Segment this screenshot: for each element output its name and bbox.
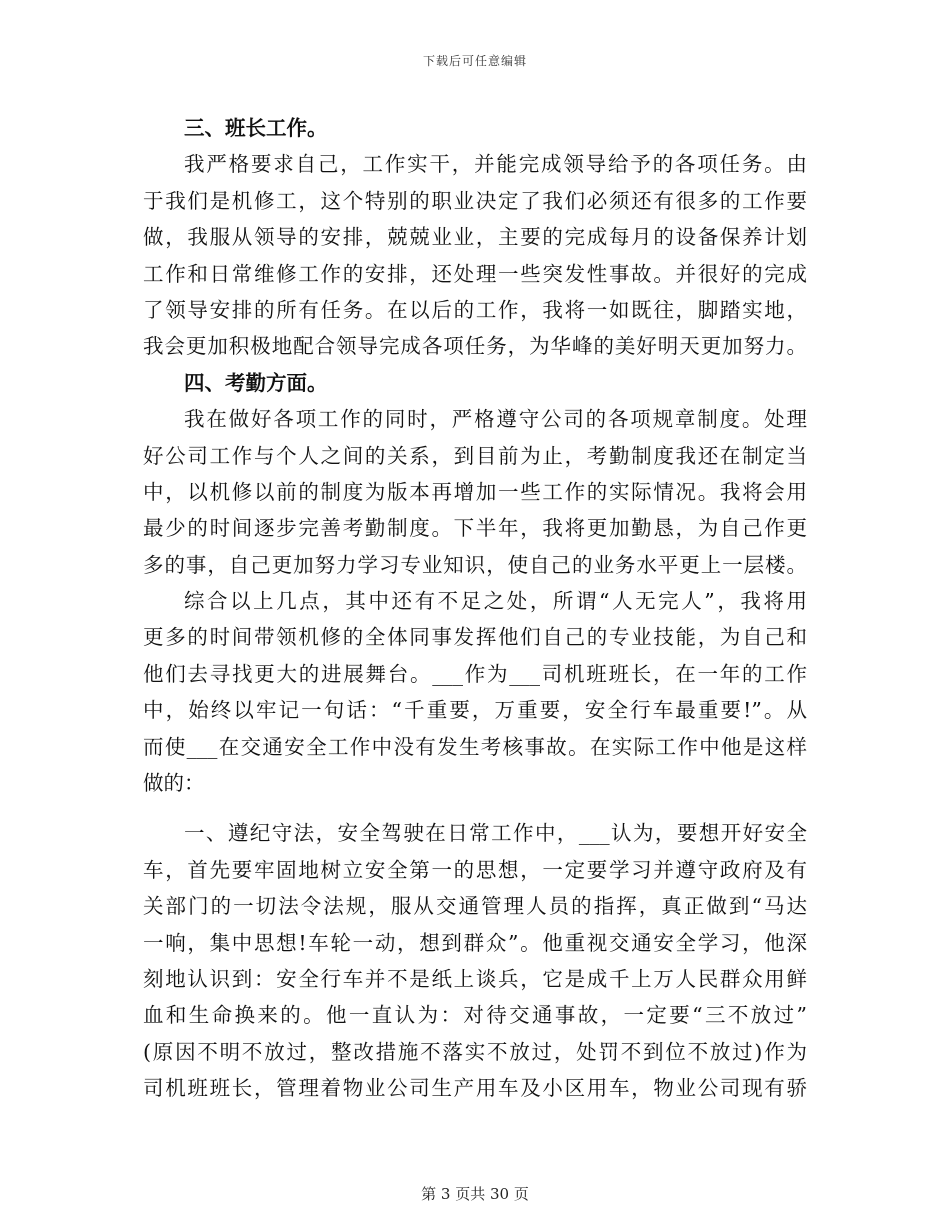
section-heading: 四、考勤方面。 <box>184 370 328 395</box>
paragraph-line: 血和生命换来的。他一直认为：对待交通事故，一定要“三不放过” <box>143 1003 807 1028</box>
paragraph-line: 我严格要求自己，工作实干，并能完成领导给予的各项任务。由 <box>184 152 807 177</box>
paragraph-line: 更多的时间带领机修的全体同事发挥他们自己的专业技能，为自己和 <box>143 625 807 650</box>
paragraph-line: 做，我服从领导的安排，兢兢业业，主要的完成每月的设备保养计划 <box>143 225 807 250</box>
paragraph-line: 于我们是机修工，这个特别的职业决定了我们必须还有很多的工作要 <box>143 188 807 213</box>
paragraph-line: 做的： <box>143 771 205 796</box>
document-body <box>143 110 807 1107</box>
paragraph-line: 一响，集中思想!车轮一动，想到群众”。他重视交通安全学习，他深 <box>143 930 807 955</box>
paragraph-line: 刻地认识到：安全行车并不是纸上谈兵，它是成千上万人民群众用鲜 <box>143 966 807 991</box>
paragraph-line: 好公司工作与个人之间的关系，到目前为止，考勤制度我还在制定当 <box>143 443 807 468</box>
paragraph-line: (原因不明不放过，整改措施不落实不放过，处罚不到位不放过)作为 <box>143 1039 807 1064</box>
paragraph-line: 了领导安排的所有任务。在以后的工作，我将一如既往，脚踏实地， <box>143 297 807 322</box>
page-header: 下载后可任意编辑 <box>422 54 527 68</box>
page-footer: 第 3 页共 30 页 <box>421 1185 529 1203</box>
paragraph-line: 关部门的一切法令法规，服从交通管理人员的指挥，真正做到“马达 <box>143 894 807 919</box>
paragraph-line: 我在做好各项工作的同时，严格遵守公司的各项规章制度。处理 <box>184 407 807 432</box>
paragraph-line: 中，以机修以前的制度为版本再增加一些工作的实际情况。我将会用 <box>143 479 807 504</box>
paragraph-line: 我会更加积极地配合领导完成各项任务，为华峰的美好明天更加努力。 <box>143 334 807 359</box>
paragraph-line: 而使___在交通安全工作中没有发生考核事故。在实际工作中他是这样 <box>143 734 807 759</box>
paragraph-line: 他们去寻找更大的进展舞台。___作为___司机班班长，在一年的工作 <box>143 661 807 686</box>
paragraph-line: 司机班班长，管理着物业公司生产用车及小区用车，物业公司现有骄 <box>143 1076 807 1101</box>
paragraph-line: 一、遵纪守法，安全驾驶在日常工作中，___认为，要想开好安全 <box>184 821 807 846</box>
paragraph-line: 车，首先要牢固地树立安全第一的思想，一定要学习并遵守政府及有 <box>143 857 807 882</box>
paragraph-line: 最少的时间逐步完善考勤制度。下半年，我将更加勤恳，为自己作更 <box>143 516 807 541</box>
section-heading: 三、班长工作。 <box>184 116 328 140</box>
paragraph-line: 工作和日常维修工作的安排，还处理一些突发性事故。并很好的完成 <box>143 261 807 286</box>
paragraph-gap <box>143 801 807 815</box>
paragraph-line: 中，始终以牢记一句话：“千重要，万重要，安全行车最重要!”。从 <box>143 698 807 723</box>
paragraph-line: 多的事，自己更加努力学习专业知识，使自己的业务水平更上一层楼。 <box>143 552 807 577</box>
paragraph-line: 综合以上几点，其中还有不足之处，所谓“人无完人”，我将用 <box>184 589 807 614</box>
